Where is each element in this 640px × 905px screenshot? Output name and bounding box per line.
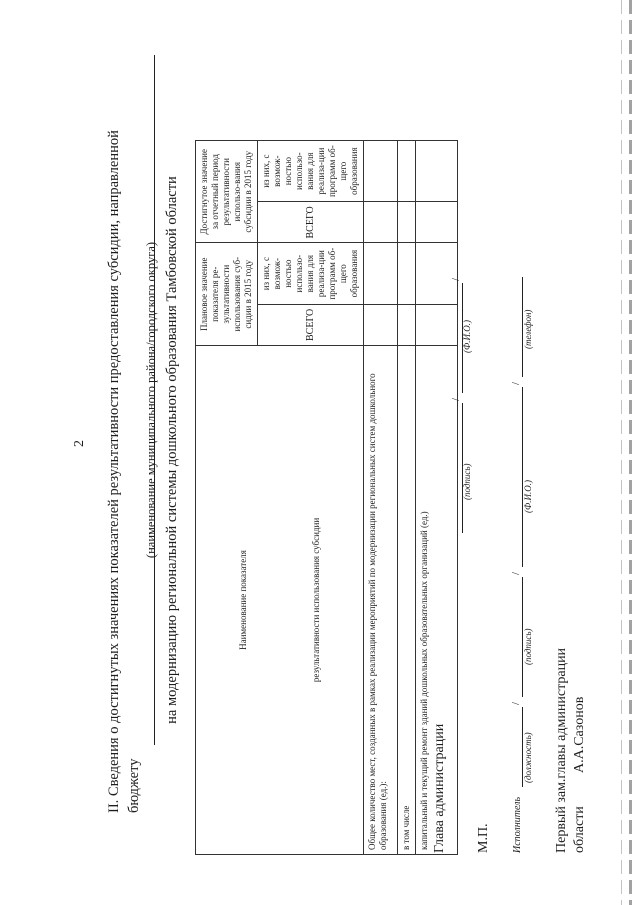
- header-plan-general-education: из них, с возмож-ностью использо-вания для реализа-ции программ об-щего образования: [258, 243, 364, 304]
- row-including: в том числе: [398, 346, 416, 855]
- title-line-3: на модернизацию региональной системы дошкольного образования Тамбовской области: [164, 176, 180, 724]
- slash-separator: /: [510, 381, 522, 385]
- header-achieved-value: Достигнутое значение за отчетный период результативности использо-вания субсидии в 2015 году: [196, 141, 258, 244]
- executor-label: Исполнитель: [512, 796, 523, 853]
- header-indicator-name-sub: результативности использования субсидии: [310, 517, 321, 683]
- cell-empty[interactable]: [364, 141, 398, 202]
- fio-caption-2: (Ф.И.О.): [523, 480, 533, 513]
- cell-empty[interactable]: [416, 141, 458, 202]
- signature-caption-2: (подпись): [523, 628, 533, 665]
- table-header-row: [196, 141, 258, 855]
- table-row: [398, 141, 416, 855]
- cell-empty[interactable]: [416, 304, 458, 345]
- title-line-2: бюджету: [126, 758, 142, 813]
- cell-empty[interactable]: [398, 243, 416, 304]
- title-line-1: II. Сведения о достигнутых значениях показателей результативности предоставления субсидии, направленной: [106, 130, 122, 813]
- cell-empty[interactable]: [398, 304, 416, 345]
- header-fact-total: ВСЕГО: [258, 202, 364, 243]
- stamp-label: М.П.: [476, 823, 491, 853]
- header-indicator-name-text: Наименование показателя: [237, 550, 248, 650]
- deputy-title-line-2: области: [572, 806, 587, 853]
- page-number: 2: [72, 440, 87, 447]
- header-indicator-name: [196, 346, 364, 855]
- signature-caption: (подпись): [462, 463, 472, 500]
- header-fact-general-education: из них, с возмож-ностью использо-вания для реализа-ции программ об-щего образования: [258, 141, 364, 202]
- municipality-caption: (наименование муниципального района/городского округа): [144, 241, 158, 559]
- cell-empty[interactable]: [416, 243, 458, 304]
- slash-separator: /: [450, 397, 462, 401]
- cell-empty[interactable]: [364, 304, 398, 345]
- header-planned-value: Плановое значение показателя ре-зультативности использования суб-сидии в 2015 году: [196, 243, 258, 346]
- slash-separator: /: [510, 571, 522, 575]
- deputy-title-line-1: Первый зам.главы администрации: [554, 647, 569, 853]
- executor-fio-line[interactable]: [522, 387, 523, 567]
- cell-empty[interactable]: [364, 243, 398, 304]
- cell-empty[interactable]: [398, 202, 416, 243]
- cell-empty[interactable]: [364, 202, 398, 243]
- fio-caption: (Ф.И.О.): [462, 320, 472, 353]
- cell-empty[interactable]: [416, 202, 458, 243]
- position-caption: (должность): [523, 732, 533, 783]
- slash-separator: /: [450, 277, 462, 281]
- deputy-name: А.А.Сазонов: [572, 696, 587, 773]
- results-table: [195, 140, 458, 855]
- header-plan-total: ВСЕГО: [258, 304, 364, 345]
- row-total-places: Общее количество мест, созданных в рамках реализации мероприятий по модернизации региональных систем дошкольного образования (ед.):: [364, 346, 398, 855]
- head-label: Глава администрации: [432, 723, 447, 853]
- row-repair: капитальный и текущий ремонт зданий дошкольных образовательных организаций (ед.): [416, 346, 458, 855]
- phone-caption: (телефон): [523, 309, 533, 349]
- table-row: [364, 141, 398, 855]
- slash-separator: /: [510, 701, 522, 705]
- cell-empty[interactable]: [398, 141, 416, 202]
